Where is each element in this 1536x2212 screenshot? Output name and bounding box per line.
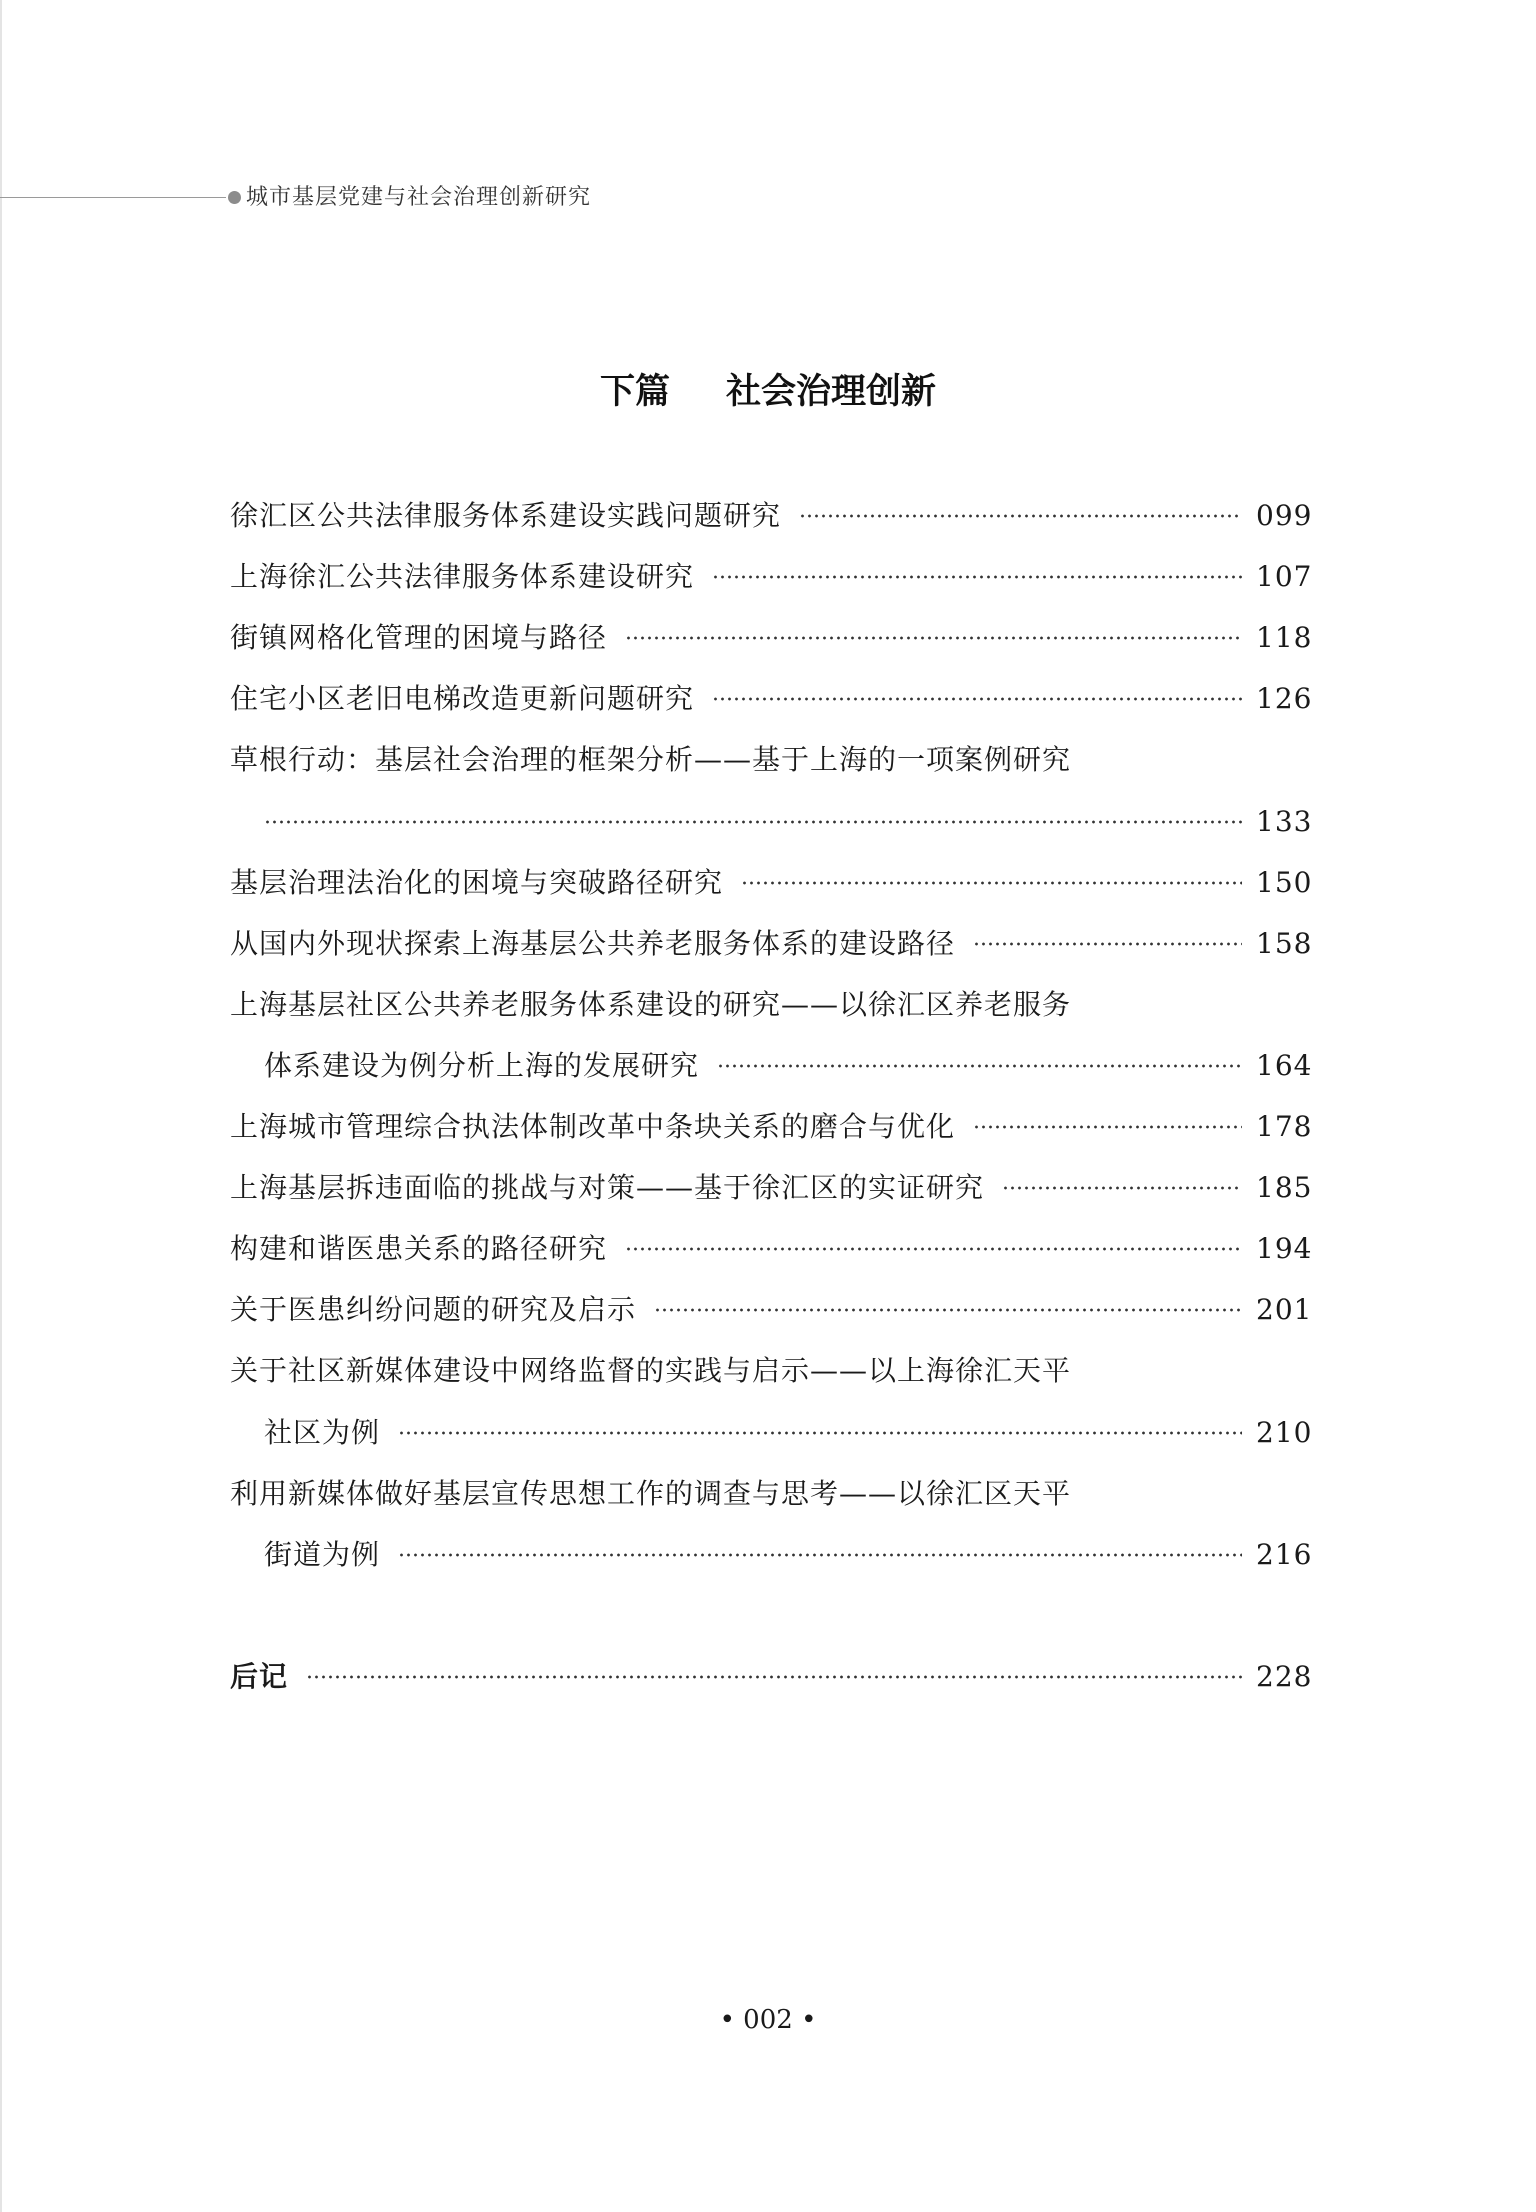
bullet-dot-icon — [228, 191, 241, 204]
toc-entry-page: 158 — [1256, 927, 1313, 960]
header-rule — [0, 197, 226, 198]
toc-entry[interactable] — [230, 613, 1313, 663]
dot-leader — [1002, 1185, 1242, 1191]
toc-entry-page: 164 — [1256, 1049, 1313, 1082]
afterword-page: 228 — [1256, 1660, 1313, 1693]
toc-entry-title: 从国内外现状探索上海基层公共养老服务体系的建设路径 — [230, 927, 956, 960]
toc-entry-page: 216 — [1256, 1538, 1313, 1571]
dot-leader — [973, 941, 1242, 947]
toc-entry[interactable] — [230, 919, 1313, 969]
toc-entry-afterword[interactable] — [230, 1652, 1313, 1702]
toc-entry-title: 关于社区新媒体建设中网络监督的实践与启示——以上海徐汇天平 — [230, 1354, 1072, 1387]
toc-entry[interactable] — [230, 858, 1313, 908]
part-name: 社会治理创新 — [726, 372, 937, 412]
toc-entry-page: 118 — [1256, 621, 1313, 654]
dot-leader — [264, 819, 1242, 825]
toc-entry[interactable] — [230, 1469, 1308, 1519]
dot-leader — [654, 1307, 1242, 1313]
toc-entry-continuation[interactable] — [230, 797, 1313, 847]
toc-entry-page: 185 — [1256, 1171, 1313, 1204]
dot-leader — [625, 635, 1242, 641]
toc-entry-title: 街镇网格化管理的困境与路径 — [230, 621, 608, 654]
toc-entry[interactable] — [230, 1285, 1313, 1335]
toc-entry[interactable] — [230, 674, 1313, 724]
toc-entry-title: 草根行动：基层社会治理的框架分析——基于上海的一项案例研究 — [230, 743, 1072, 776]
toc-entry-title: 上海基层拆违面临的挑战与对策——基于徐汇区的实证研究 — [230, 1171, 985, 1204]
dot-leader — [306, 1674, 1242, 1680]
toc-entry-title: 上海基层社区公共养老服务体系建设的研究——以徐汇区养老服务 — [230, 988, 1072, 1021]
toc-entry-page: 126 — [1256, 682, 1313, 715]
dot-leader — [398, 1430, 1242, 1436]
toc-entry[interactable] — [230, 552, 1313, 602]
part-label: 下篇 — [599, 372, 670, 412]
toc-entry[interactable] — [230, 1163, 1313, 1213]
dot-leader — [973, 1124, 1242, 1130]
dot-leader — [717, 1063, 1242, 1069]
afterword-title: 后记 — [230, 1660, 289, 1693]
toc-entry-page: 133 — [1256, 805, 1313, 838]
toc-entry-title: 上海城市管理综合执法体制改革中条块关系的磨合与优化 — [230, 1110, 956, 1143]
page-edge — [0, 0, 2, 2212]
toc-entry-page: 178 — [1256, 1110, 1313, 1143]
toc-entry[interactable] — [230, 980, 1308, 1030]
toc-entry-title: 上海徐汇公共法律服务体系建设研究 — [230, 560, 695, 593]
toc-entry-title-continued: 体系建设为例分析上海的发展研究 — [264, 1049, 700, 1082]
book-title: 城市基层党建与社会治理创新研究 — [246, 185, 592, 210]
page-number: • 002 • — [719, 2005, 817, 2035]
toc-entry-title: 基层治理法治化的困境与突破路径研究 — [230, 866, 724, 899]
toc-entry-title: 徐汇区公共法律服务体系建设实践问题研究 — [230, 499, 782, 532]
toc-entry-page: 099 — [1256, 499, 1313, 532]
dot-leader — [712, 574, 1242, 580]
toc-entry[interactable] — [230, 1224, 1313, 1274]
running-header — [0, 183, 700, 213]
toc-entry-title: 住宅小区老旧电梯改造更新问题研究 — [230, 682, 695, 715]
toc-entry-title: 关于医患纠纷问题的研究及启示 — [230, 1293, 637, 1326]
dot-leader — [741, 880, 1242, 886]
toc-entry[interactable] — [230, 1346, 1308, 1396]
toc-entry-page: 150 — [1256, 866, 1313, 899]
dot-leader — [712, 696, 1242, 702]
toc-entry[interactable] — [230, 735, 1308, 785]
part-title — [0, 364, 1536, 420]
dot-leader — [625, 1246, 1242, 1252]
toc-entry-title: 利用新媒体做好基层宣传思想工作的调查与思考——以徐汇区天平 — [230, 1477, 1072, 1510]
toc-entry[interactable] — [230, 1102, 1313, 1152]
dot-leader — [398, 1552, 1242, 1558]
toc-entry-continuation[interactable] — [230, 1408, 1313, 1458]
toc-entry-title-continued: 街道为例 — [264, 1538, 381, 1571]
toc-entry-continuation[interactable] — [230, 1041, 1313, 1091]
toc-entry[interactable] — [230, 491, 1313, 541]
toc-entry-title-continued: 社区为例 — [264, 1416, 381, 1449]
toc-entry-page: 194 — [1256, 1232, 1313, 1265]
toc-entry-continuation[interactable] — [230, 1530, 1313, 1580]
toc-entry-page: 107 — [1256, 560, 1313, 593]
toc-entry-page: 201 — [1256, 1293, 1313, 1326]
toc-entry-title: 构建和谐医患关系的路径研究 — [230, 1232, 608, 1265]
dot-leader — [799, 513, 1242, 519]
toc-entry-page: 210 — [1256, 1416, 1313, 1449]
